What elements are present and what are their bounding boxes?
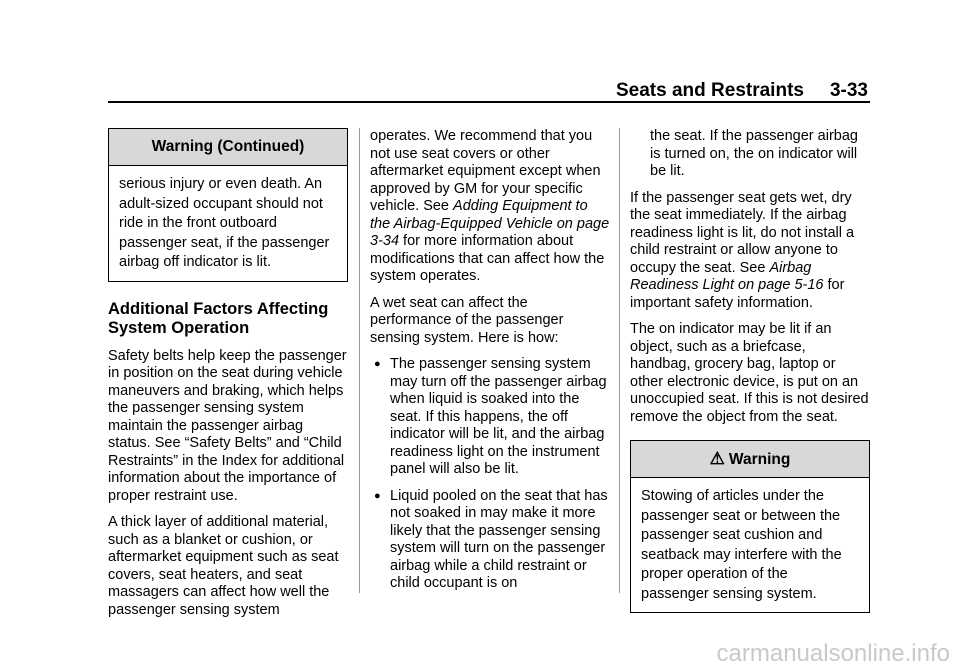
paragraph-text: operates. We recommend that you not use seat covers or other aftermarket equipment except when approved by GM for your specific vehicle. See: [370, 128, 601, 214]
bullet-continuation: the seat. If the passenger airbag is turned on, the on indicator will be lit.: [650, 128, 858, 179]
column-1: [108, 128, 348, 628]
warning-text: serious injury or even death. An adult-sized occupant should not ride in the front outboard passenger seat, if the passenger airbag off indicator is lit.: [119, 176, 330, 270]
list-item: [370, 356, 610, 479]
bullet-list: [370, 356, 610, 593]
column-3: [630, 128, 870, 613]
page-header: [616, 80, 868, 102]
page-number: 3-33: [829, 80, 868, 101]
warning-box: [630, 440, 870, 613]
paragraph-text: If the passenger seat gets wet, dry the seat immediately. If the airbag readiness light is lit, do not install a child restraint or allow anyone to occupy the seat. See: [630, 189, 855, 276]
column-2: [370, 128, 610, 602]
paragraph-text: for more information about modifications that can affect how the system operates.: [370, 233, 605, 284]
bullet-icon: ●: [374, 358, 381, 370]
paragraph: A thick layer of additional material, such as a blanket or cushion, or aftermarket equipment such as seat covers, seat heaters, and seat massagers can affect how well the passenger sensing system: [108, 514, 339, 618]
paragraph-text: for important safety information.: [630, 277, 845, 311]
warning-triangle-icon: ⚠: [709, 449, 725, 468]
warning-box-continued: [108, 128, 348, 282]
bullet-icon: ●: [374, 489, 381, 502]
warning-header: [631, 441, 869, 478]
paragraph: The on indicator may be lit if an object, such as a briefcase, handbag, grocery bag, laptop or other electronic device, is put on an unoccupied seat. If this is not desired remove the object from the seat.: [630, 321, 869, 425]
paragraph: [370, 128, 610, 286]
column-divider: [619, 128, 620, 593]
list-item-text: Liquid pooled on the seat that has not soaked in may make it more likely that the passenger sensing system will turn on the passenger airbag while a child restraint or child occupant is on: [390, 487, 608, 591]
warning-text: Stowing of articles under the passenger seat or between the passenger seat cushion and seatback may interfere with the proper operation of the passenger sensing system.: [641, 488, 842, 602]
list-item: [370, 488, 610, 593]
warning-title: Warning (Continued): [109, 129, 347, 166]
section-title: Additional Factors Affecting System Operation: [108, 299, 329, 337]
header-rule: [108, 101, 870, 103]
warning-title: Warning: [728, 451, 791, 468]
cross-reference-link[interactable]: Airbag Readiness Light on page 5-16: [630, 259, 824, 293]
paragraph: [630, 190, 870, 313]
header-title: Seats and Restraints: [616, 80, 804, 101]
list-item-text: The passenger sensing system may turn off the passenger airbag when liquid is soaked into the seat. If this happens, the off indicator will be lit, and the airbag readiness light on the instrument panel will also be lit.: [390, 356, 607, 477]
cross-reference-link[interactable]: Adding Equipment to the Airbag-Equipped Vehicle on page 3-34: [370, 198, 610, 249]
watermark: carmanualsonline.info: [716, 640, 950, 667]
paragraph: Safety belts help keep the passenger in position on the seat during vehicle maneuvers and braking, which helps the passenger sensing system maintain the passenger airbag status. See “Safety Belts” and “Child Restraints” in the Index for additional information about the importance of proper restraint use.: [108, 347, 347, 504]
paragraph: A wet seat can affect the performance of the passenger sensing system. Here is how:: [370, 294, 564, 346]
column-divider: [359, 128, 360, 593]
